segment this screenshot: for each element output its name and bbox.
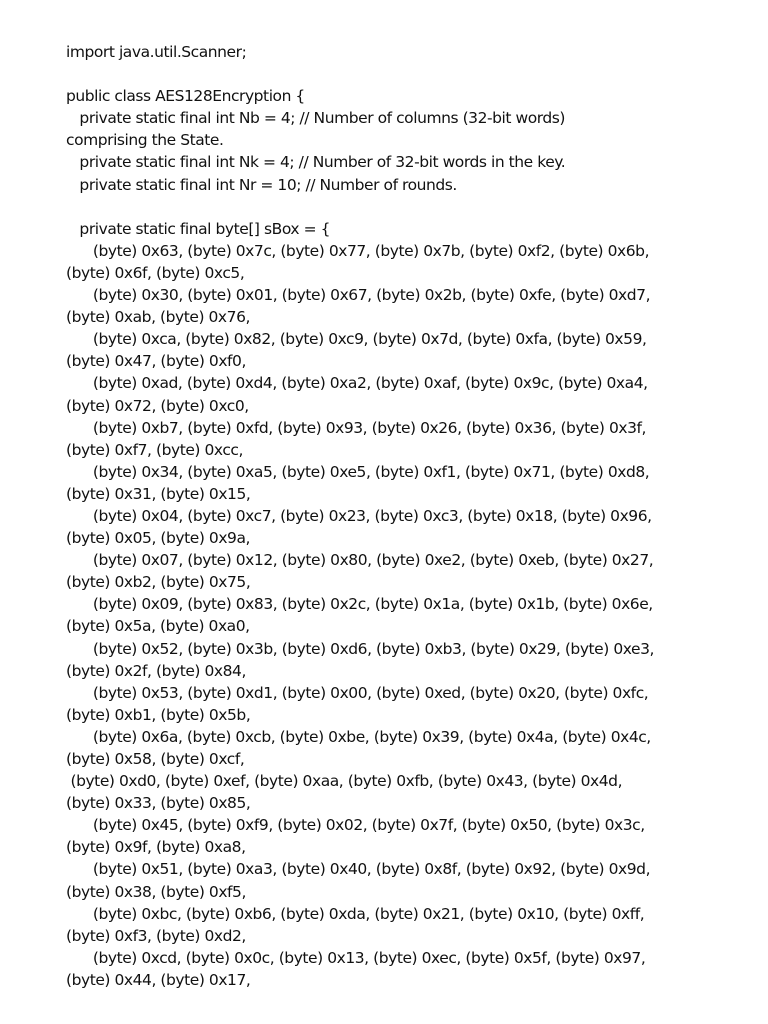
code-line: import java.util.Scanner; [66, 43, 247, 61]
code-line: (byte) 0x07, (byte) 0x12, (byte) 0x80, (byte) 0xe2, (byte) 0xeb, (byte) 0x27, [66, 551, 654, 570]
code-line: (byte) 0x63, (byte) 0x7c, (byte) 0x77, (byte) 0x7b, (byte) 0xf2, (byte) 0x6b, [66, 241, 650, 260]
code-line: (byte) 0xb7, (byte) 0xfd, (byte) 0x93, (byte) 0x26, (byte) 0x36, (byte) 0x3f, [66, 418, 646, 437]
code-line: (byte) 0x33, (byte) 0x85, [66, 794, 251, 813]
code-line: (byte) 0x2f, (byte) 0x84, [66, 661, 246, 680]
code-line: private static final int Nb = 4; // Number of columns (32-bit words) [66, 109, 566, 128]
code-line: (byte) 0xf7, (byte) 0xcc, [66, 440, 243, 459]
code-line: (byte) 0x34, (byte) 0xa5, (byte) 0xe5, (byte) 0xf1, (byte) 0x71, (byte) 0xd8, [66, 462, 650, 481]
code-line: (byte) 0x53, (byte) 0xd1, (byte) 0x00, (byte) 0xed, (byte) 0x20, (byte) 0xfc, [66, 683, 649, 702]
code-line: private static final int Nk = 4; // Number of 32-bit words in the key. [66, 153, 566, 172]
code-line: (byte) 0x05, (byte) 0x9a, [66, 529, 250, 548]
code-line: (byte) 0x9f, (byte) 0xa8, [66, 838, 246, 857]
code-line: (byte) 0xad, (byte) 0xd4, (byte) 0xa2, (byte) 0xaf, (byte) 0x9c, (byte) 0xa4, [66, 374, 648, 393]
code-line: (byte) 0x47, (byte) 0xf0, [66, 352, 246, 371]
code-line: (byte) 0x58, (byte) 0xcf, [66, 750, 245, 768]
code-line: (byte) 0x51, (byte) 0xa3, (byte) 0x40, (byte) 0x8f, (byte) 0x92, (byte) 0x9d, [66, 860, 651, 879]
code-line: (byte) 0x44, (byte) 0x17, [66, 970, 251, 989]
code-line: (byte) 0xd0, (byte) 0xef, (byte) 0xaa, (byte) 0xfb, (byte) 0x43, (byte) 0x4d, [66, 772, 623, 791]
blank-line [66, 196, 716, 218]
code-line: public class AES128Encryption { [66, 87, 305, 106]
code-line: (byte) 0x31, (byte) 0x15, [66, 484, 251, 503]
code-line: (byte) 0x6a, (byte) 0xcb, (byte) 0xbe, (byte) 0x39, (byte) 0x4a, (byte) 0x4c, [66, 727, 651, 746]
code-line: (byte) 0x52, (byte) 0x3b, (byte) 0xd6, (byte) 0xb3, (byte) 0x29, (byte) 0xe3, [66, 639, 654, 658]
code-line: comprising the State. [66, 131, 224, 150]
code-line: (byte) 0x38, (byte) 0xf5, [66, 882, 246, 901]
code-line: (byte) 0x09, (byte) 0x83, (byte) 0x2c, (byte) 0x1a, (byte) 0x1b, (byte) 0x6e, [66, 595, 653, 614]
code-line: (byte) 0xcd, (byte) 0x0c, (byte) 0x13, (byte) 0xec, (byte) 0x5f, (byte) 0x97, [66, 948, 646, 967]
code-line: (byte) 0x04, (byte) 0xc7, (byte) 0x23, (byte) 0xc3, (byte) 0x18, (byte) 0x96, [66, 506, 652, 525]
code-line: private static final byte[] sBox = { [66, 219, 331, 238]
code-line: (byte) 0x30, (byte) 0x01, (byte) 0x67, (byte) 0x2b, (byte) 0xfe, (byte) 0xd7, [66, 286, 651, 305]
code-line: (byte) 0xca, (byte) 0x82, (byte) 0xc9, (byte) 0x7d, (byte) 0xfa, (byte) 0x59, [66, 330, 647, 349]
code-listing [66, 41, 716, 991]
code-line: (byte) 0xf3, (byte) 0xd2, [66, 926, 246, 945]
code-line: (byte) 0xbc, (byte) 0xb6, (byte) 0xda, (byte) 0x21, (byte) 0x10, (byte) 0xff, [66, 904, 645, 923]
code-line: (byte) 0xb2, (byte) 0x75, [66, 573, 251, 592]
code-line: private static final int Nr = 10; // Number of rounds. [66, 175, 457, 194]
code-line: (byte) 0xb1, (byte) 0x5b, [66, 705, 251, 724]
blank-line [66, 63, 716, 85]
code-line: (byte) 0x5a, (byte) 0xa0, [66, 617, 250, 636]
code-line: (byte) 0x72, (byte) 0xc0, [66, 396, 249, 415]
code-line: (byte) 0xab, (byte) 0x76, [66, 308, 250, 327]
code-line: (byte) 0x6f, (byte) 0xc5, [66, 263, 245, 282]
code-line: (byte) 0x45, (byte) 0xf9, (byte) 0x02, (byte) 0x7f, (byte) 0x50, (byte) 0x3c, [66, 816, 645, 835]
